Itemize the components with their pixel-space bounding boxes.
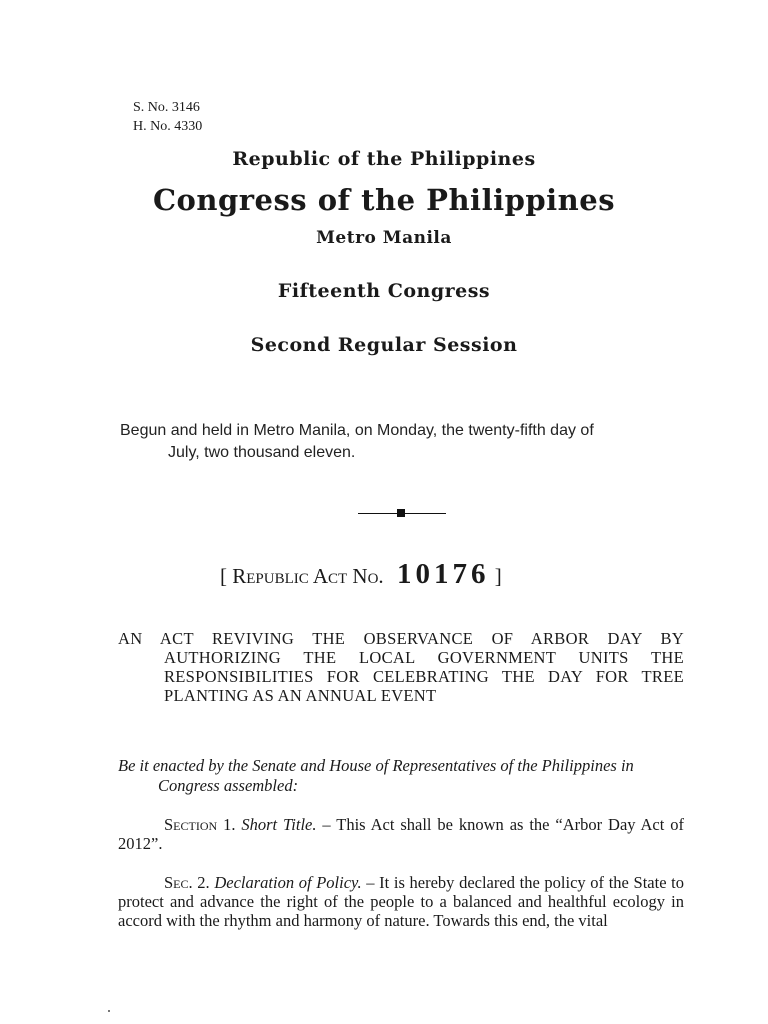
section-2-label: Sec. 2. <box>164 873 210 892</box>
section-1-label: Section 1. <box>164 815 236 834</box>
scan-speck <box>108 1010 110 1012</box>
session-heading: Second Regular Session <box>250 334 518 356</box>
republic-heading: Republic of the Philippines <box>232 148 536 170</box>
act-title <box>118 629 684 705</box>
republic-act-number: 10176 <box>396 558 490 590</box>
senate-bill-number: S. No. 3146 <box>133 100 200 115</box>
enacting-clause <box>118 756 684 796</box>
section-1 <box>118 815 684 853</box>
close-bracket: ] <box>494 564 502 588</box>
open-bracket: [ <box>220 564 227 588</box>
section-1-text: – This Act shall be known as the “Arbor Day Act of 2012”. <box>118 815 684 853</box>
republic-act-label: Republic Act No. <box>232 564 384 588</box>
begun-line-2: July, two thousand eleven. <box>168 444 356 461</box>
begun-line-1: Begun and held in Metro Manila, on Monday, the twenty-fifth day of <box>120 422 594 439</box>
section-1-heading: Short Title. <box>241 815 317 834</box>
section-2-heading: Declaration of Policy. <box>214 873 362 892</box>
enacting-clause-text: Be it enacted by the Senate and House of Representatives of the Philippines in Congress assembled: <box>118 756 634 795</box>
location-heading: Metro Manila <box>316 228 452 248</box>
act-title-text: AN ACT REVIVING THE OBSERVANCE OF ARBOR DAY BY AUTHORIZING THE LOCAL GOVERNMENT UNITS THE RESPONSIBILITIES FOR CELEBRATING THE DAY FOR TREE PLANTING AS AN ANNUAL EVENT <box>118 629 684 705</box>
ornament-square <box>397 509 405 517</box>
house-bill-number: H. No. 4330 <box>133 119 203 134</box>
congress-heading: Congress of the Philippines <box>152 183 616 217</box>
congress-number-heading: Fifteenth Congress <box>277 280 491 302</box>
ornament-divider <box>358 510 446 518</box>
republic-act-line <box>220 558 502 591</box>
section-2 <box>118 873 684 930</box>
section-2-text: – It is hereby declared the policy of the State to protect and advance the right of the people to a balanced and healthful ecology in accord with the rhythm and harmony of nature. Towards this end, the vital <box>118 873 685 930</box>
